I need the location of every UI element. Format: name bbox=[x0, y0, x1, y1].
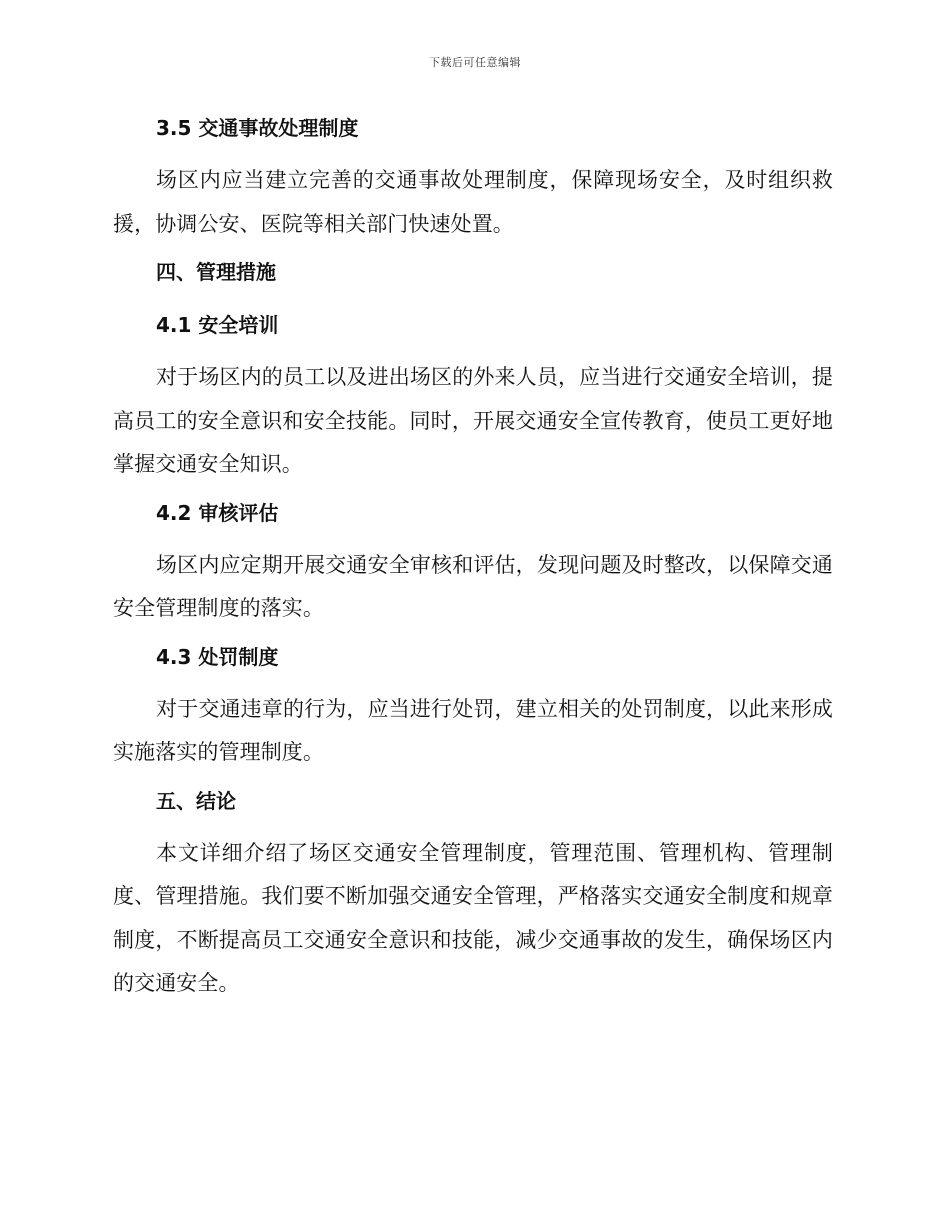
section-paragraph-3-5: 场区内应当建立完善的交通事故处理制度，保障现场安全，及时组织救援，协调公安、医院等相关部门快速处置。 bbox=[113, 168, 833, 236]
section-heading-5: 五、结论 bbox=[156, 788, 236, 813]
section-heading-4-3: 4.3 处罚制度 bbox=[156, 644, 279, 669]
section-heading-3-5: 3.5 交通事故处理制度 bbox=[156, 116, 359, 140]
section-paragraph-4-2: 场区内应定期开展交通安全审核和评估，发现问题及时整改，以保障交通安全管理制度的落实。 bbox=[113, 552, 833, 620]
section-heading-4-1: 4.1 安全培训 bbox=[156, 313, 279, 337]
section-paragraph-4-3: 对于交通违章的行为，应当进行处罚，建立相关的处罚制度，以此来形成实施落实的管理制度。 bbox=[113, 696, 833, 764]
section-paragraph-5: 本文详细介绍了场区交通安全管理制度，管理范围、管理机构、管理制度、管理措施。我们要不断加强交通安全管理，严格落实交通安全制度和规章制度，不断提高员工交通安全意识和技能，减少交通事故的发生，确保场区内的交通安全。 bbox=[113, 840, 833, 995]
document-body bbox=[113, 112, 833, 1016]
section-paragraph-4-1: 对于场区内的员工以及进出场区的外来人员，应当进行交通安全培训，提高员工的安全意识和安全技能。同时，开展交通安全宣传教育，使员工更好地掌握交通安全知识。 bbox=[113, 365, 833, 476]
page-header-note: 下载后可任意编辑 bbox=[429, 56, 521, 69]
section-heading-4: 四、管理措施 bbox=[156, 260, 276, 284]
section-heading-4-2: 4.2 审核评估 bbox=[156, 500, 279, 525]
